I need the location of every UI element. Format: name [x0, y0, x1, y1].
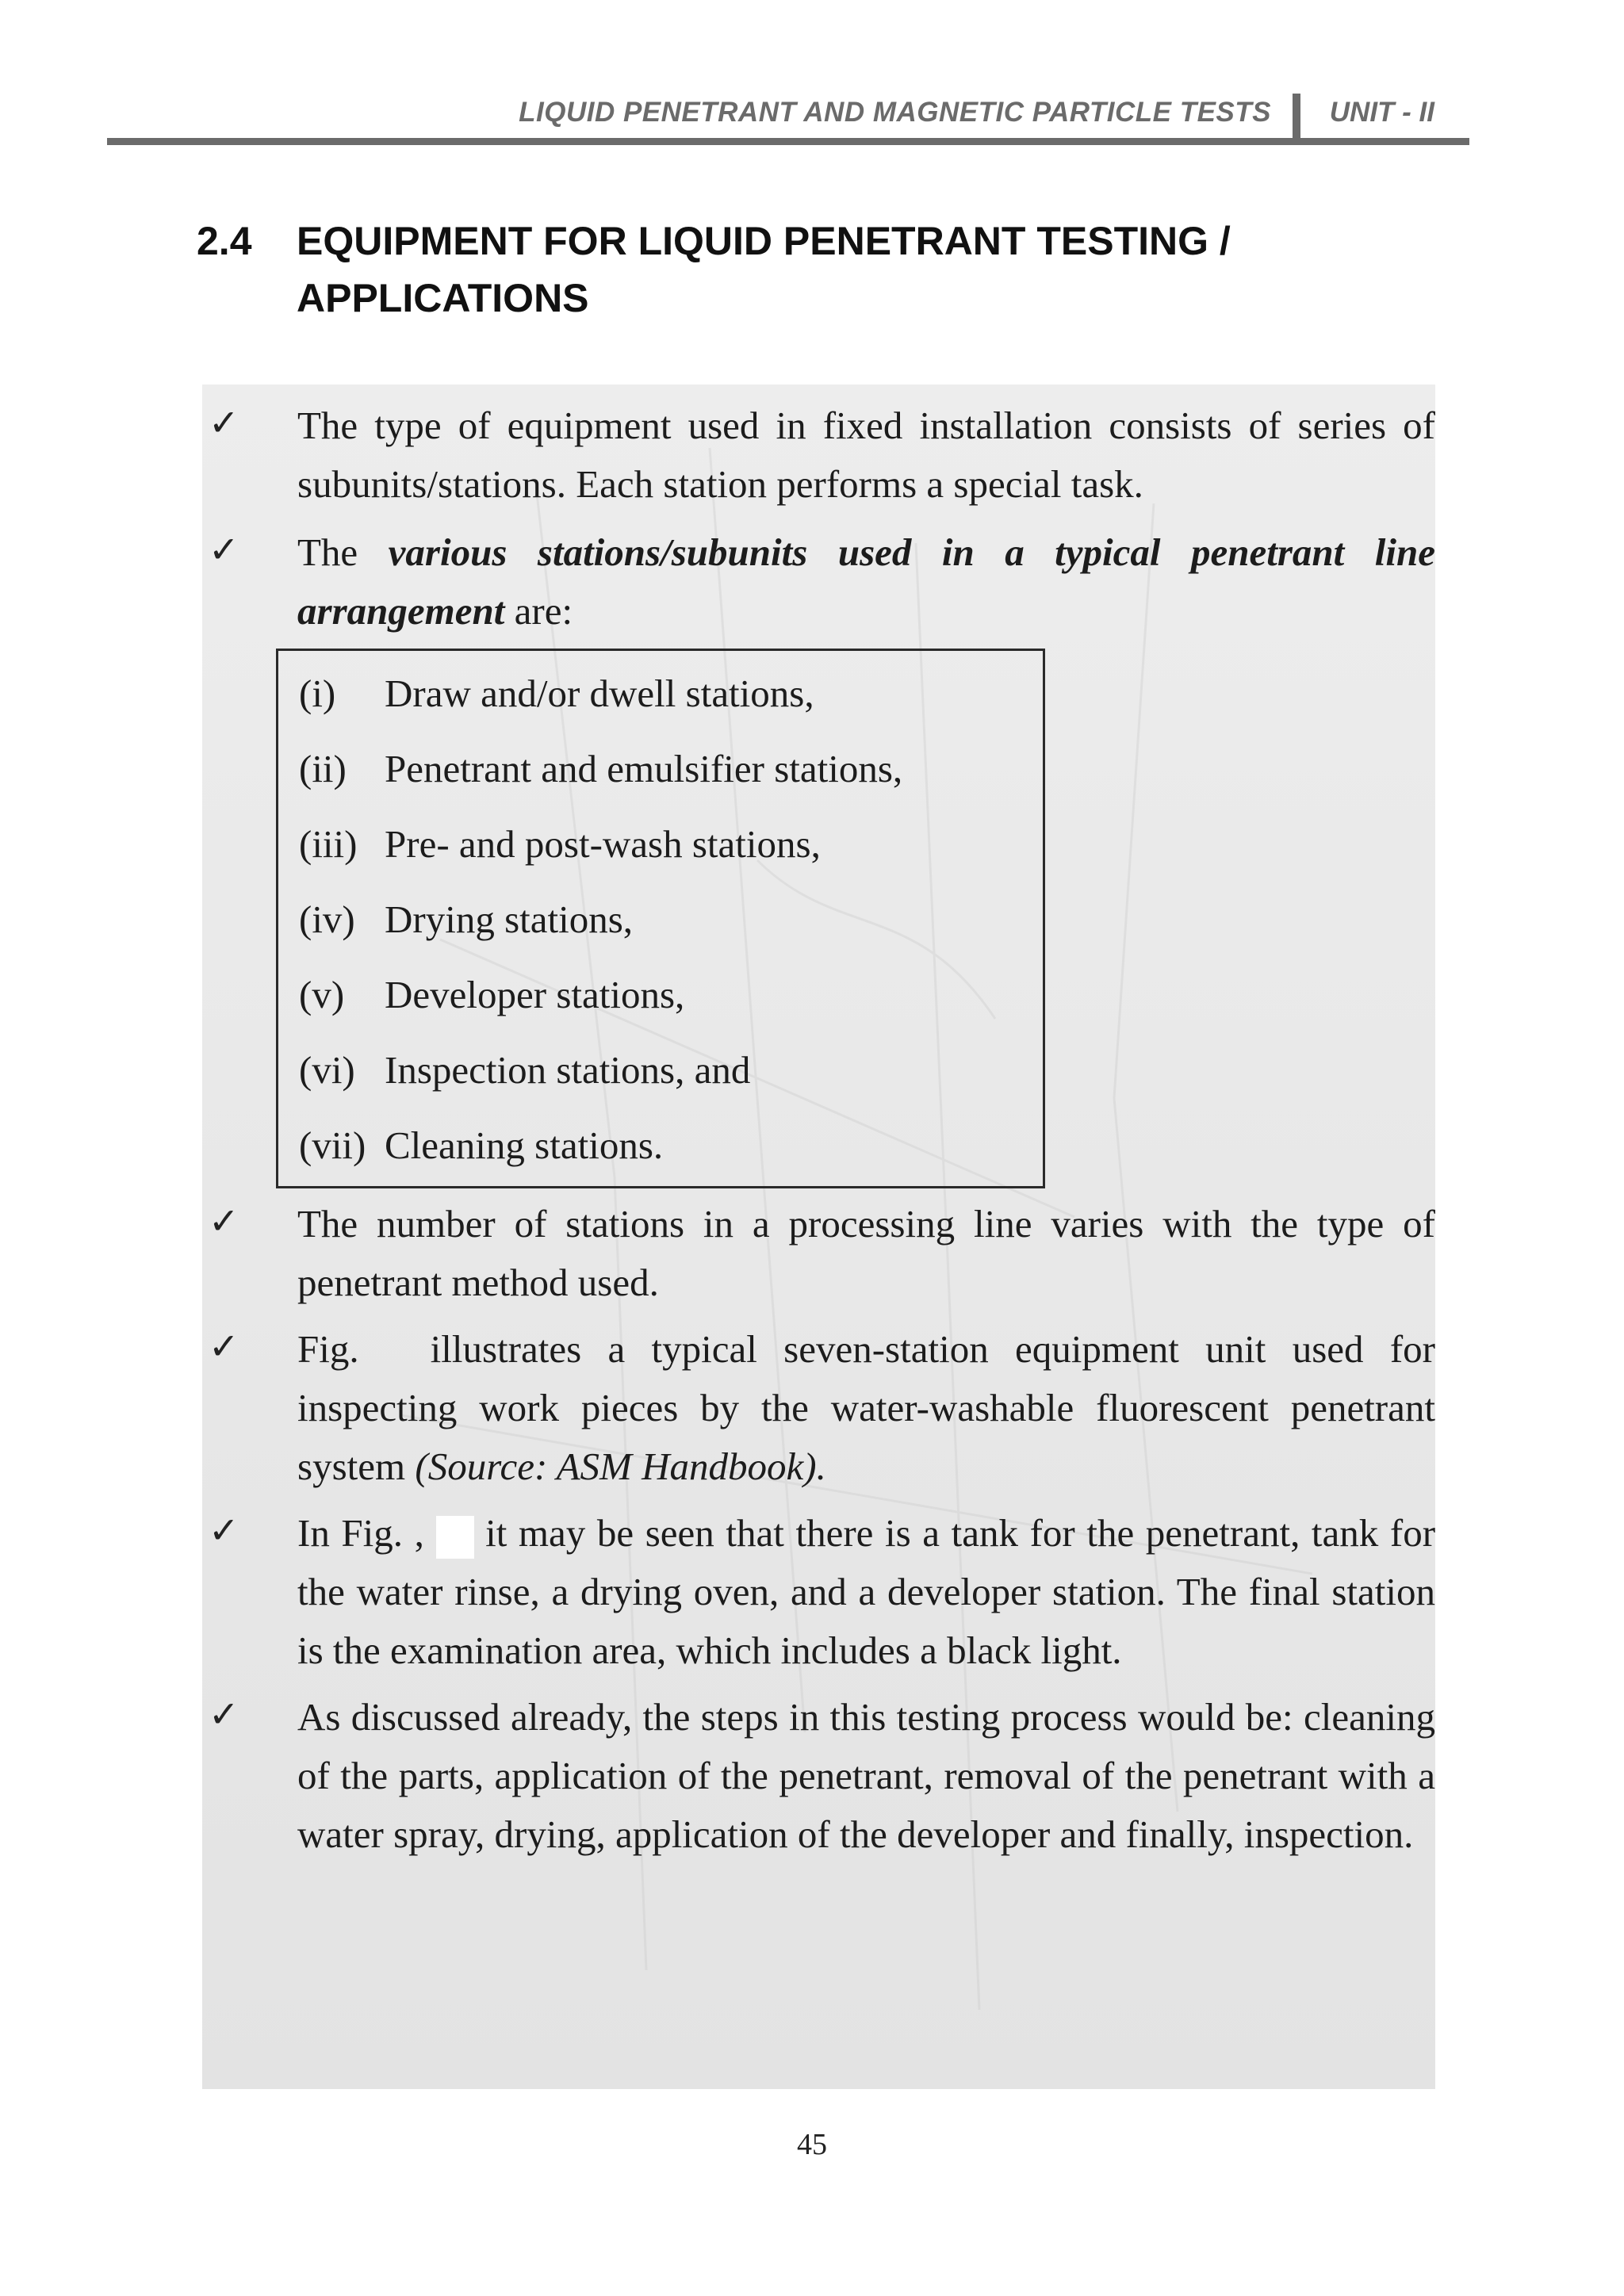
bullet-text-post: are:: [504, 589, 573, 633]
station-item: [299, 957, 1043, 1032]
list-item: [202, 1195, 1435, 1312]
page-number: 45: [797, 2128, 827, 2161]
bullet-text: The number of stations in a processing line varies with the type of penetrant method used.: [297, 1202, 1435, 1304]
check-mark-icon: ✓: [209, 1509, 239, 1552]
station-text: Penetrant and emulsifier stations,: [385, 747, 903, 790]
station-text: Inspection stations, and: [385, 1048, 751, 1092]
bullet-text: The type of equipment used in fixed installation consists of series of subunits/stations. Each station performs a special task.: [297, 404, 1435, 506]
check-mark-icon: ✓: [209, 528, 239, 571]
running-header: [107, 94, 1469, 149]
check-mark-icon: ✓: [209, 401, 239, 444]
running-header-rule: [107, 138, 1469, 145]
bullet-text: As discussed already, the steps in this testing process would be: cleaning of the parts, application of the penetrant, removal of the penetrant with a water spray, drying, application of the developer and finally, inspection.: [297, 1695, 1435, 1856]
stations-box: [276, 649, 1045, 1188]
running-header-title: LIQUID PENETRANT AND MAGNETIC PARTICLE TESTS: [519, 97, 1271, 128]
list-item: [202, 1504, 1435, 1680]
station-text: Pre- and post-wash stations,: [385, 822, 821, 866]
source-citation: (Source: ASM Handbook).: [415, 1445, 826, 1488]
list-item: [202, 1320, 1435, 1496]
list-item: [202, 396, 1435, 514]
check-mark-icon: ✓: [209, 1693, 239, 1735]
station-text: Drying stations,: [385, 897, 634, 941]
station-text: Draw and/or dwell stations,: [385, 672, 814, 715]
bullet-list: [202, 396, 1435, 1872]
figure-number-gap: [436, 1516, 474, 1559]
bullet-text-pre: The: [297, 530, 389, 574]
station-item: [299, 1032, 1043, 1108]
station-number: (vi): [299, 1048, 355, 1092]
bullet-text-emphasis: various stations/subunits used in a typical penetrant line arrangement: [297, 530, 1435, 633]
station-number: (ii): [299, 747, 347, 790]
bullet-text: it may be seen that there is a tank for the penetrant, tank for the water rinse, a drying oven, and a developer station. The final station is the examination area, which includes a black light.: [297, 1511, 1436, 1672]
section-number: 2.4: [197, 219, 252, 263]
bullet-text-fig: In Fig. ,: [297, 1511, 424, 1555]
station-item: [299, 806, 1043, 882]
station-text: Developer stations,: [385, 973, 685, 1016]
bullet-text-fig: Fig.: [297, 1327, 359, 1371]
station-item: [299, 882, 1043, 957]
list-item: [202, 1688, 1435, 1864]
list-item: [202, 523, 1435, 641]
station-text: Cleaning stations.: [385, 1123, 664, 1167]
station-item: [299, 656, 1043, 731]
check-mark-icon: ✓: [209, 1200, 239, 1242]
running-header-separator: [1293, 94, 1300, 140]
station-number: (i): [299, 672, 336, 715]
station-number: (iv): [299, 897, 355, 941]
station-item: [299, 731, 1043, 806]
check-mark-icon: ✓: [209, 1325, 239, 1368]
station-number: (v): [299, 973, 345, 1016]
running-header-unit: UNIT - II: [1329, 97, 1434, 128]
station-number: (iii): [299, 822, 358, 866]
bullet-text: illustrates a typical seven-station equipment unit used for inspecting work pieces by the water-washable fluorescent penetrant system: [297, 1327, 1435, 1488]
station-item: [299, 1108, 1043, 1183]
section-title: EQUIPMENT FOR LIQUID PENETRANT TESTING / APPLICATIONS: [297, 219, 1231, 320]
station-number: (vii): [299, 1123, 366, 1167]
